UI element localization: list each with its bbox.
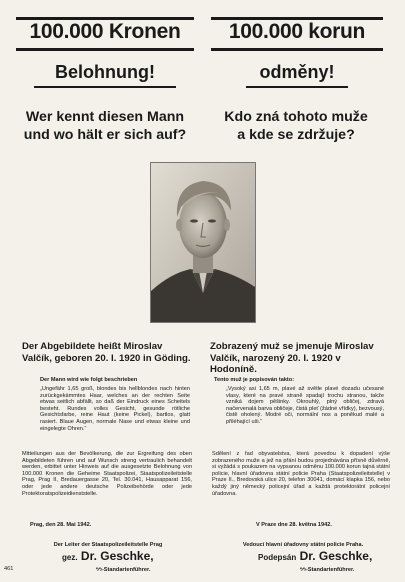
name-czech-line1: Zobrazený muž se jmenuje Miroslav [210, 341, 374, 352]
name-czech [210, 341, 390, 376]
portrait-image [151, 163, 255, 322]
description-heading-czech: Tento muž je popisován takto: [214, 377, 295, 383]
question-czech [206, 108, 386, 144]
appeal-german: Mitteilungen aus der Bevölkerung, die zur Ergreifung des oben Abgebildeten führen und auf Wunsch streng vertraulich behandelt werden, erbittet unter Hinweis auf die ausgesetzte Belohnung von 100.000 Kronen die Geheime Staatspolizei, Staatspolizeileitstelle Prag, Prag II, Bredauergasse 20, Tel. 30.041, Hausapparat 156, oder jede andere deutsche Polizeibehörde oder jede Protektoratspolizeidienststelle. [22, 451, 192, 497]
name-czech-line2: Valčík, narozený 20. I. 1920 v Hodoníně. [210, 352, 341, 375]
signature-prefix-german: gez. [62, 553, 78, 562]
signature-name-czech: Dr. Geschke, [299, 549, 373, 563]
question-german-line1: Wer kennt diesen Mann [25, 109, 185, 125]
description-german: „Ungefähr 1,65 groß, blondes bis hellblondes nach hinten zurückgekämmtes Haar, welches an der rechten Seite etwas seitlich abfällt, so daß der Eindruck eines Scheitels besteht. Rundes volles Gesicht, gesunde rötliche Gesichtsfarbe, reine Haut (keine Pickel), bartlos, glatt rasiert. Blaue Augen, normale Nase und etwas kleine und eingelegte Ohren.“ [40, 386, 190, 432]
signature-german [62, 549, 154, 563]
reward-rule-left [34, 86, 176, 88]
question-german-line2: und wo hält er sich auf? [23, 127, 187, 143]
reward-amount-german: 100.000 Kronen [29, 20, 181, 43]
page-number: 461 [4, 566, 14, 572]
portrait-photo [150, 162, 256, 323]
reward-rule-right [246, 86, 348, 88]
signature-czech [258, 549, 372, 563]
name-german-line1: Der Abgebildete heißt Miroslav [22, 341, 163, 352]
place-date-czech: V Praze dne 28. května 1942. [256, 522, 332, 528]
question-czech-line2: a kde se zdržuje? [237, 127, 355, 143]
place-date-german: Prag, den 28. Mai 1942. [30, 522, 92, 528]
question-german [14, 108, 196, 144]
name-german [22, 341, 202, 364]
mid-rule-right [211, 48, 383, 51]
reward-title-german: Belohnung! [55, 62, 155, 82]
question-czech-line1: Kdo zná tohoto muže [224, 109, 368, 125]
signature-title-german: Der Leiter der Staatspolizeileitstelle Prag [53, 542, 163, 548]
reward-title-czech: odměny! [259, 62, 335, 82]
description-czech: „Vysoký asi 1,65 m, plavé až světle plavé dozadu učesané vlasy, které na pravé straně spadají trochu stranou, takže vzniká dojem pěšinky. Okrouhlý, plný obličej, zdravá načervenalá barva obličeje, čistá pleť (žádné vřídky), bezvousý, čistě oholený. Modré oči, normální nos a poněkud malé a přiléhající uši.“ [226, 386, 384, 425]
mid-rule-left [16, 48, 194, 51]
reward-amount-czech: 100.000 korun [228, 20, 366, 43]
signature-title-czech: Vedoucí hlavní úřadovny státní policie Praha. [242, 542, 364, 548]
signature-rank-czech: ϟϟ-Standartenführer. [300, 567, 355, 573]
name-german-line2: Valčík, geboren 20. I. 1920 in Göding. [22, 352, 191, 364]
signature-prefix-czech: Podepsán [258, 553, 297, 562]
signature-rank-german: ϟϟ-Standartenführer. [96, 567, 151, 573]
signature-name-german: Dr. Geschke, [80, 549, 154, 563]
appeal-czech: Sdělení z řad obyvatelstva, která povedou k dopadení výše zobrazeného muže a jež na přání budou projednávána přísně důvěrně, si vyžádá s poukazem na vypsanou odměnu 100.000 korun tajná státní policie, hlavní úřadovna státní policie Praha (Staatspolizeileitstelle) v Praze II., Bredovská ulice 20, telefon 30041, domácí klapka 156, nebo každý jiný německý policejní úřad a každá protektorátní policejní úřadovna. [212, 451, 390, 497]
description-heading-german: Der Mann wird wie folgt beschrieben [40, 377, 138, 383]
